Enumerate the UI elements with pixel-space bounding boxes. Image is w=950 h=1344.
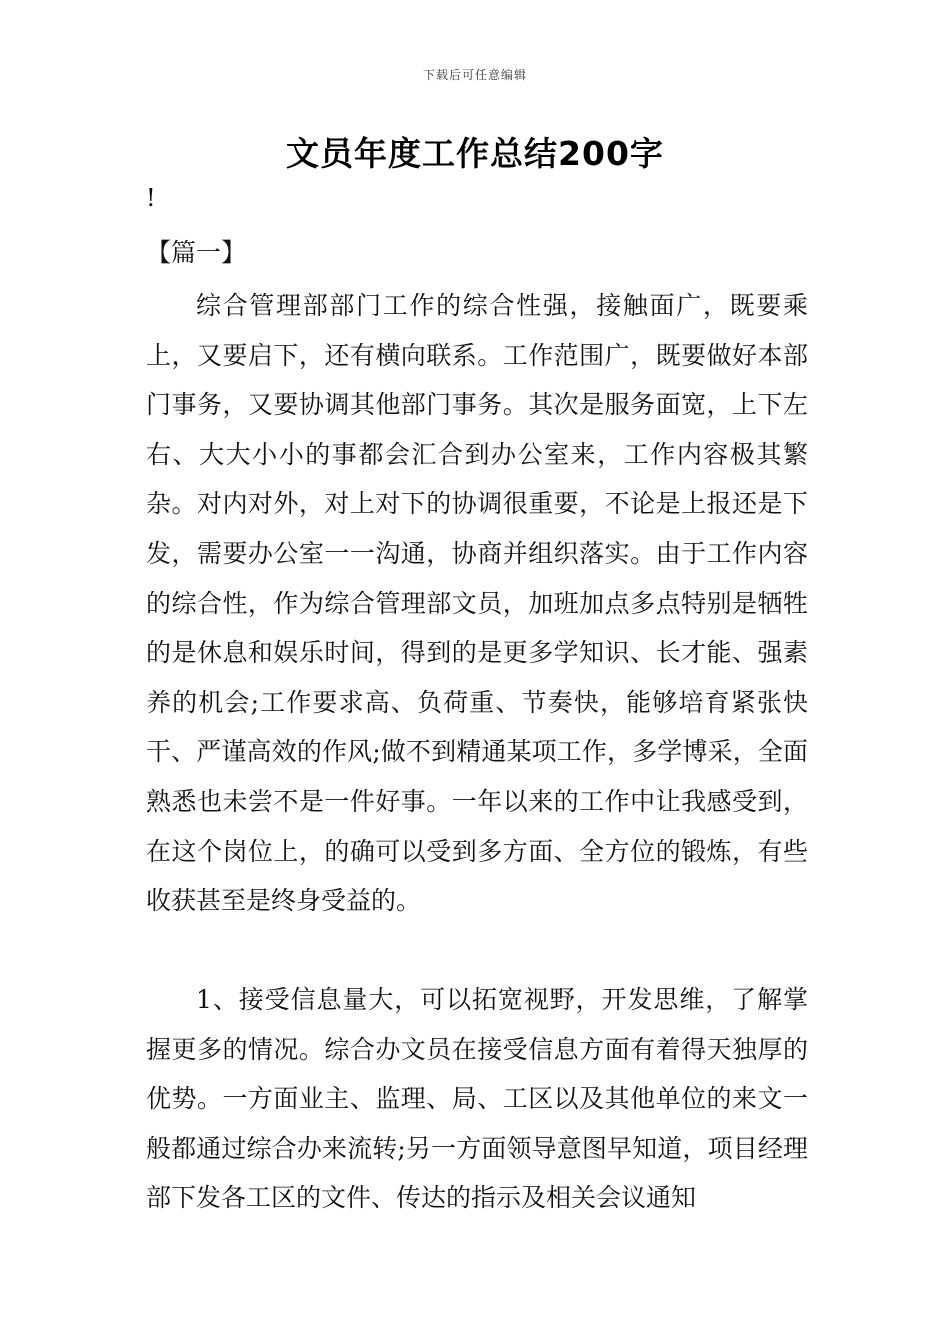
exclamation-mark: !: [146, 184, 156, 212]
header-note: 下载后可任意编辑: [422, 68, 527, 82]
document-title: 文员年度工作总结200字: [286, 134, 664, 173]
section-label: 【篇一】: [146, 238, 247, 267]
body-paragraph: 综合管理部部门工作的综合性强，接触面广，既要乘上，又要启下，还有横向联系。工作范围广，既要做好本部门事务，又要协调其他部门事务。其次是服务面宽，上下左右、大大小小的事都会汇合到办公室来，工作内容极其繁杂。对内对外，对上对下的协调很重要，不论是上报还是下发，需要办公室一一沟通，协商并组织落实。由于工作内容的综合性，作为综合管理部文员，加班加点多点特别是牺牲的是休息和娱乐时间，得到的是更多学知识、长才能、强素养的机会;工作要求高、负荷重、节奏快，能够培育紧张快干、严谨高效的作风;做不到精通某项工作，多学博采，全面熟悉也未尝不是一件好事。一年以来的工作中让我感受到，在这个岗位上，的确可以受到多方面、全方位的锻炼，有些收获甚至是终身受益的。: [146, 291, 808, 916]
body-paragraph: 1、接受信息量大，可以拓宽视野，开发思维，了解掌握更多的情况。综合办文员在接受信息方面有着得天独厚的优势。一方面业主、监理、局、工区以及其他单位的来文一般都通过综合办来流转;另一方面领导意图早知道，项目经理部下发各工区的文件、传达的指示及相关会议通知: [146, 985, 808, 1213]
